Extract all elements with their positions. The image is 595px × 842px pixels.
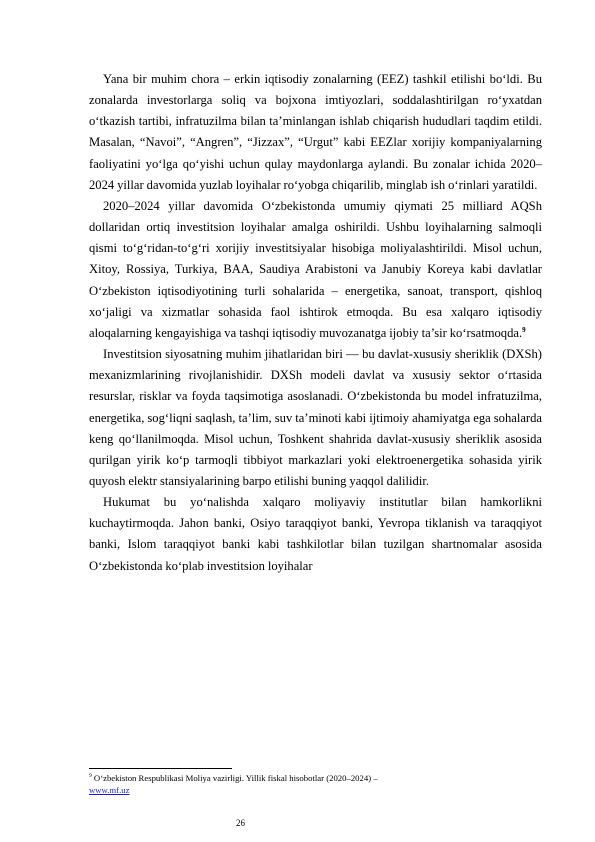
footnote-reference[interactable]: 9: [522, 325, 526, 334]
paragraph-eez: Yana bir muhim chora – erkin iqtisodiy zonalarning (EEZ) tashkil etilishi bo‘ldi. Bu zonalarda investorlarga soliq va bojxona imtiyozlari, soddalashtirilgan ro‘yxatdan o‘tkazish tartibi, infratuzilma bilan ta’minlangan ishlab chiqarish hududlari taqdim etildi. Masalan, “Navoi”, “Angren”, “Jizzax”, “Urgut” kabi EEZlar xorijiy kompaniyalarning faoliyatini yo‘lga qo‘yishi uchun qulay maydonlarga aylandi. Bu zonalar ichida 2020–2024 yillar davomida yuzlab loyihalar ro‘yobga chiqarilib, minglab ish o‘rinlari yaratildi.: [89, 72, 542, 192]
page-number: 26: [236, 818, 245, 828]
paragraph-international-cooperation: Hukumat bu yo‘nalishda xalqaro moliyaviy institutlar bilan hamkorlikni kuchaytirmoqda. Jahon banki, Osiyo taraqqiyot banki, Yevropa tiklanish va taraqqiyot banki, Islom taraqqiyot banki kabi tashkilotlar bilan tuzilgan shartnomalar asosida O‘zbekistonda ko‘plab investitsion loyihalar: [89, 495, 542, 573]
footnote-marker: 9: [89, 773, 92, 780]
paragraph-investment-projects: [89, 196, 542, 344]
paragraph-ppp: Investitsion siyosatning muhim jihatlaridan biri — bu davlat-xususiy sheriklik (DXSh) mexanizmlarining rivojlanishidir. DXSh modeli davlat va xususiy sektor o‘rtasida resurslar, risklar va foyda taqsimotiga asoslanadi. O‘zbekistonda bu model infratuzilma, energetika, sog‘liqni saqlash, ta’lim, suv ta’minoti kabi ijtimoiy ahamiyatga ega sohalarda keng qo‘llanilmoqda. Misol uchun, Toshkent shahrida davlat-xususiy sheriklik asosida qurilgan yirik ko‘p tarmoqli tibbiyot markazlari yoki elektroenergetika sohasida yirik quyosh elektr stansiyalarining barpo etilishi buning yaqqol dalilidir.: [89, 347, 542, 488]
footnote: [89, 772, 549, 796]
body-text: [89, 69, 542, 577]
footnote-link[interactable]: www.mf.uz: [89, 785, 130, 795]
footnote-text: O‘zbekiston Respublikasi Moliya vazirligi. Yillik fiskal hisobotlar (2020–2024) –: [93, 773, 378, 783]
paragraph-investment-projects-text: 2020–2024 yillar davomida O‘zbekistonda umumiy qiymati 25 milliard AQSh dollaridan ortiq investitsion loyihalar amalga oshirildi. Ushbu loyihalarning salmoqli qismi to‘g‘ridan-to‘g‘ri xorijiy investitsiyalar hisobiga moliyalashtirildi. Misol uchun, Xitoy, Rossiya, Turkiya, BAA, Saudiya Arabistoni va Janubiy Koreya kabi davlatlar O‘zbekiston iqtisodiyotining turli sohalarida – energetika, sanoat, transport, qishloq xo‘jaligi va xizmatlar sohasida faol ishtirok etmoqda. Bu esa xalqaro iqtisodiy aloqalarning kengayishiga va tashqi iqtisodiy muvozanatga ijobiy ta’sir ko‘rsatmoqda.: [89, 198, 542, 340]
footnote-separator: [89, 768, 232, 769]
